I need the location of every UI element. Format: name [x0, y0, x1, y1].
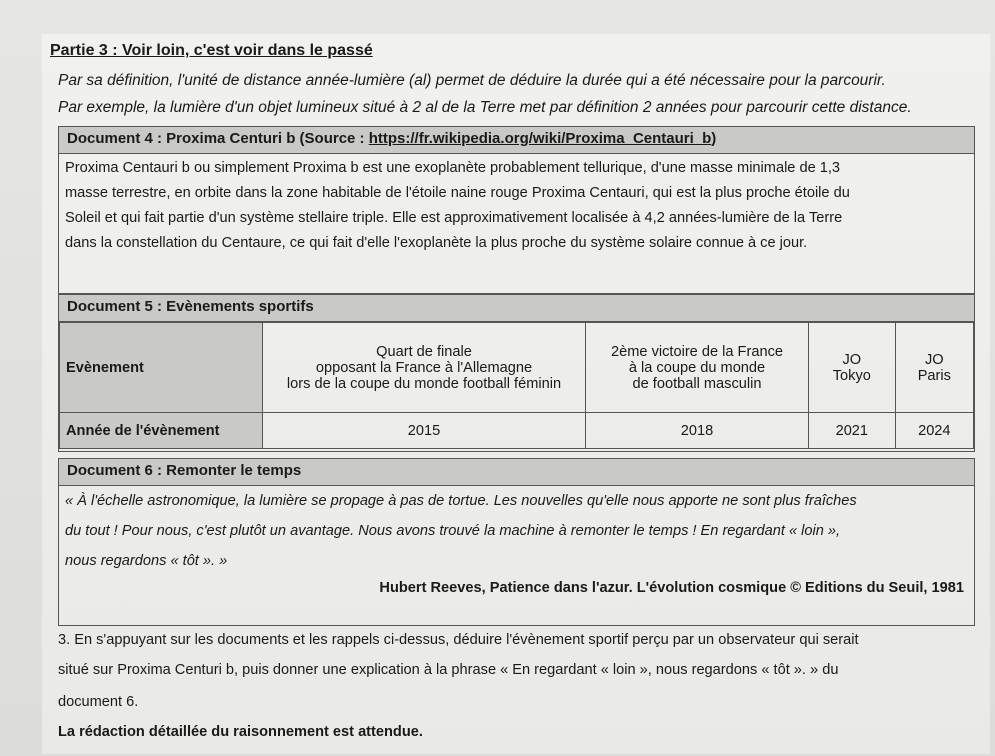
document-4 — [58, 126, 975, 294]
instruction-note: La rédaction détaillée du raisonnement est attendue. — [58, 724, 423, 740]
question-line-1: 3. En s'appuyant sur les documents et les rappels ci-dessus, déduire l'évènement sportif perçu par un observateur qui serait — [58, 632, 859, 648]
intro-line-2: Par exemple, la lumière d'un objet lumineux situé à 2 al de la Terre met par définition 2 années pour parcourir cette distance. — [58, 99, 912, 116]
table-cell: JO Paris — [895, 323, 973, 413]
table-cell: 2015 — [263, 413, 586, 449]
document-6 — [58, 458, 975, 626]
wikipedia-link[interactable]: https://fr.wikipedia.org/wiki/Proxima_Centauri_b — [368, 130, 712, 147]
table-cell: JO Tokyo — [809, 323, 896, 413]
table-cell: 2021 — [809, 413, 896, 449]
document-6-citation: Hubert Reeves, Patience dans l'azur. L'évolution cosmique © Editions du Seuil, 1981 — [379, 580, 964, 596]
document-6-quote: « À l'échelle astronomique, la lumière se propage à pas de tortue. Les nouvelles qu'elle nous apporte ne sont plus fraîches du tout ! Pour nous, c'est plutôt un avantage. Nous avons trouvé la machine à remonter le temps ! En regardant « loin », nous regardons « tôt ». » — [65, 493, 857, 569]
table-cell: 2024 — [895, 413, 973, 449]
table-cell: 2018 — [586, 413, 809, 449]
table-cell: Quart de finale opposant la France à l'Allemagne lors de la coupe du monde football féminin — [263, 323, 586, 413]
events-table — [59, 322, 974, 449]
document-5 — [58, 294, 975, 452]
document-5-title: Document 5 : Evènements sportifs — [59, 295, 974, 322]
document-4-text: Proxima Centauri b ou simplement Proxima b est une exoplanète probablement tellurique, d'une masse minimale de 1,3 masse terrestre, en orbite dans la zone habitable de l'étoile naine rouge Proxima Centauri, qui est la plus proche étoile du Soleil et qui fait partie d'un système stellaire triple. Elle est approximativement localisée à 4,2 années-lumière de la Terre dans la constellation du Centaure, ce qui fait d'elle l'exoplanète la plus proche du système solaire connue à ce jour. — [65, 160, 850, 251]
event-row-label: Evènement — [60, 323, 263, 413]
section-title: Partie 3 : Voir loin, c'est voir dans le passé — [50, 42, 373, 59]
table-cell: 2ème victoire de la France à la coupe du monde de football masculin — [586, 323, 809, 413]
document-6-title: Document 6 : Remonter le temps — [59, 459, 974, 486]
year-row-label: Année de l'évènement — [60, 413, 263, 449]
question-line-3: document 6. — [58, 694, 139, 710]
intro-line-1: Par sa définition, l'unité de distance année-lumière (al) permet de déduire la durée qui a été nécessaire pour la parcourir. — [58, 72, 886, 89]
question-line-2: situé sur Proxima Centuri b, puis donner une explication à la phrase « En regardant « loin », nous regardons « tôt ». » du — [58, 662, 839, 678]
document-4-title: Document 4 : Proxima Centuri b (Source : https://fr.wikipedia.org/wiki/Proxima_Centauri_b) — [59, 127, 974, 154]
